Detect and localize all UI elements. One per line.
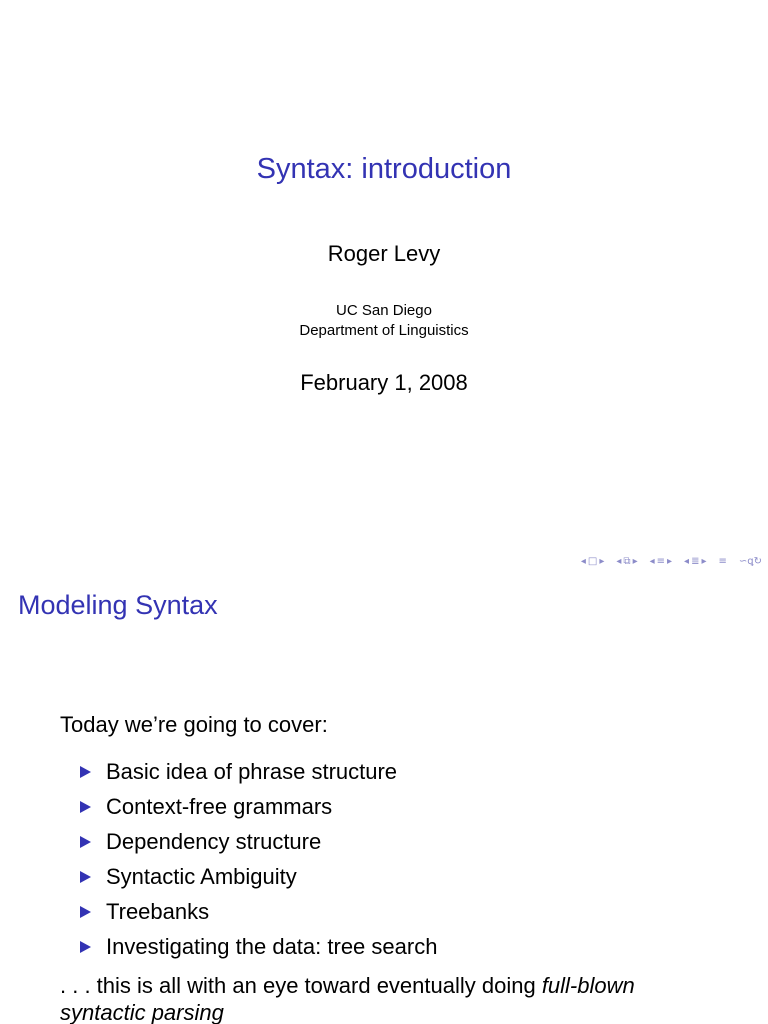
nav-next-section-icon[interactable]: ▸ — [667, 556, 673, 567]
author-name: Roger Levy — [327, 241, 441, 266]
nav-prev-section-icon[interactable]: ◂ — [649, 556, 655, 567]
nav-slide-box-icon[interactable]: □ — [587, 556, 598, 567]
nav-prev-frame-icon[interactable]: ◂ — [616, 556, 622, 567]
institution — [0, 301, 768, 341]
nav-next-frame-icon[interactable]: ▸ — [632, 556, 638, 567]
nav-next-slide-icon[interactable]: ▸ — [599, 556, 605, 567]
nav-prev-subsection-icon[interactable]: ◂ — [684, 556, 690, 567]
nav-next-subsection-icon[interactable]: ▸ — [701, 556, 707, 567]
bullet-triangle-icon — [80, 906, 91, 918]
nav-section-box-icon[interactable]: ≡ — [656, 556, 666, 567]
presentation-date: February 1, 2008 — [300, 370, 468, 395]
list-item: Syntactic Ambiguity — [80, 859, 437, 894]
outro-emphasis: full-blown syntactic parsing — [60, 973, 635, 1024]
bullet-triangle-icon — [80, 836, 91, 848]
nav-subsection-box-icon[interactable]: ≣ — [691, 556, 700, 567]
topic-list — [80, 754, 437, 964]
list-item: Context-free grammars — [80, 789, 437, 824]
nav-frame-box-icon[interactable]: ⧉ — [623, 556, 631, 567]
bullet-triangle-icon — [80, 871, 91, 883]
nav-align-icon[interactable]: ≡ — [718, 556, 727, 567]
institution-line-2: Department of Linguistics — [299, 322, 469, 339]
bullet-triangle-icon — [80, 766, 91, 778]
content-slide — [0, 576, 768, 1024]
bullet-triangle-icon — [80, 801, 91, 813]
intro-text: Today we’re going to cover: — [60, 712, 328, 737]
list-item: Treebanks — [80, 894, 437, 929]
nav-prev-slide-icon[interactable]: ◂ — [580, 556, 586, 567]
outro-text: . . . this is all with an eye toward eventually doing full-blown syntactic parsing — [60, 973, 635, 1024]
bullet-triangle-icon — [80, 941, 91, 953]
list-item: Basic idea of phrase structure — [80, 754, 437, 789]
presentation-title: Syntax: introduction — [256, 153, 512, 185]
institution-line-1: UC San Diego — [336, 302, 432, 319]
list-item: Investigating the data: tree search — [80, 929, 437, 964]
beamer-navigation-bar — [581, 556, 762, 567]
list-item: Dependency structure — [80, 824, 437, 859]
frame-title: Modeling Syntax — [18, 590, 218, 620]
nav-search-icon[interactable]: ∽ꝗ↻ — [738, 556, 762, 567]
